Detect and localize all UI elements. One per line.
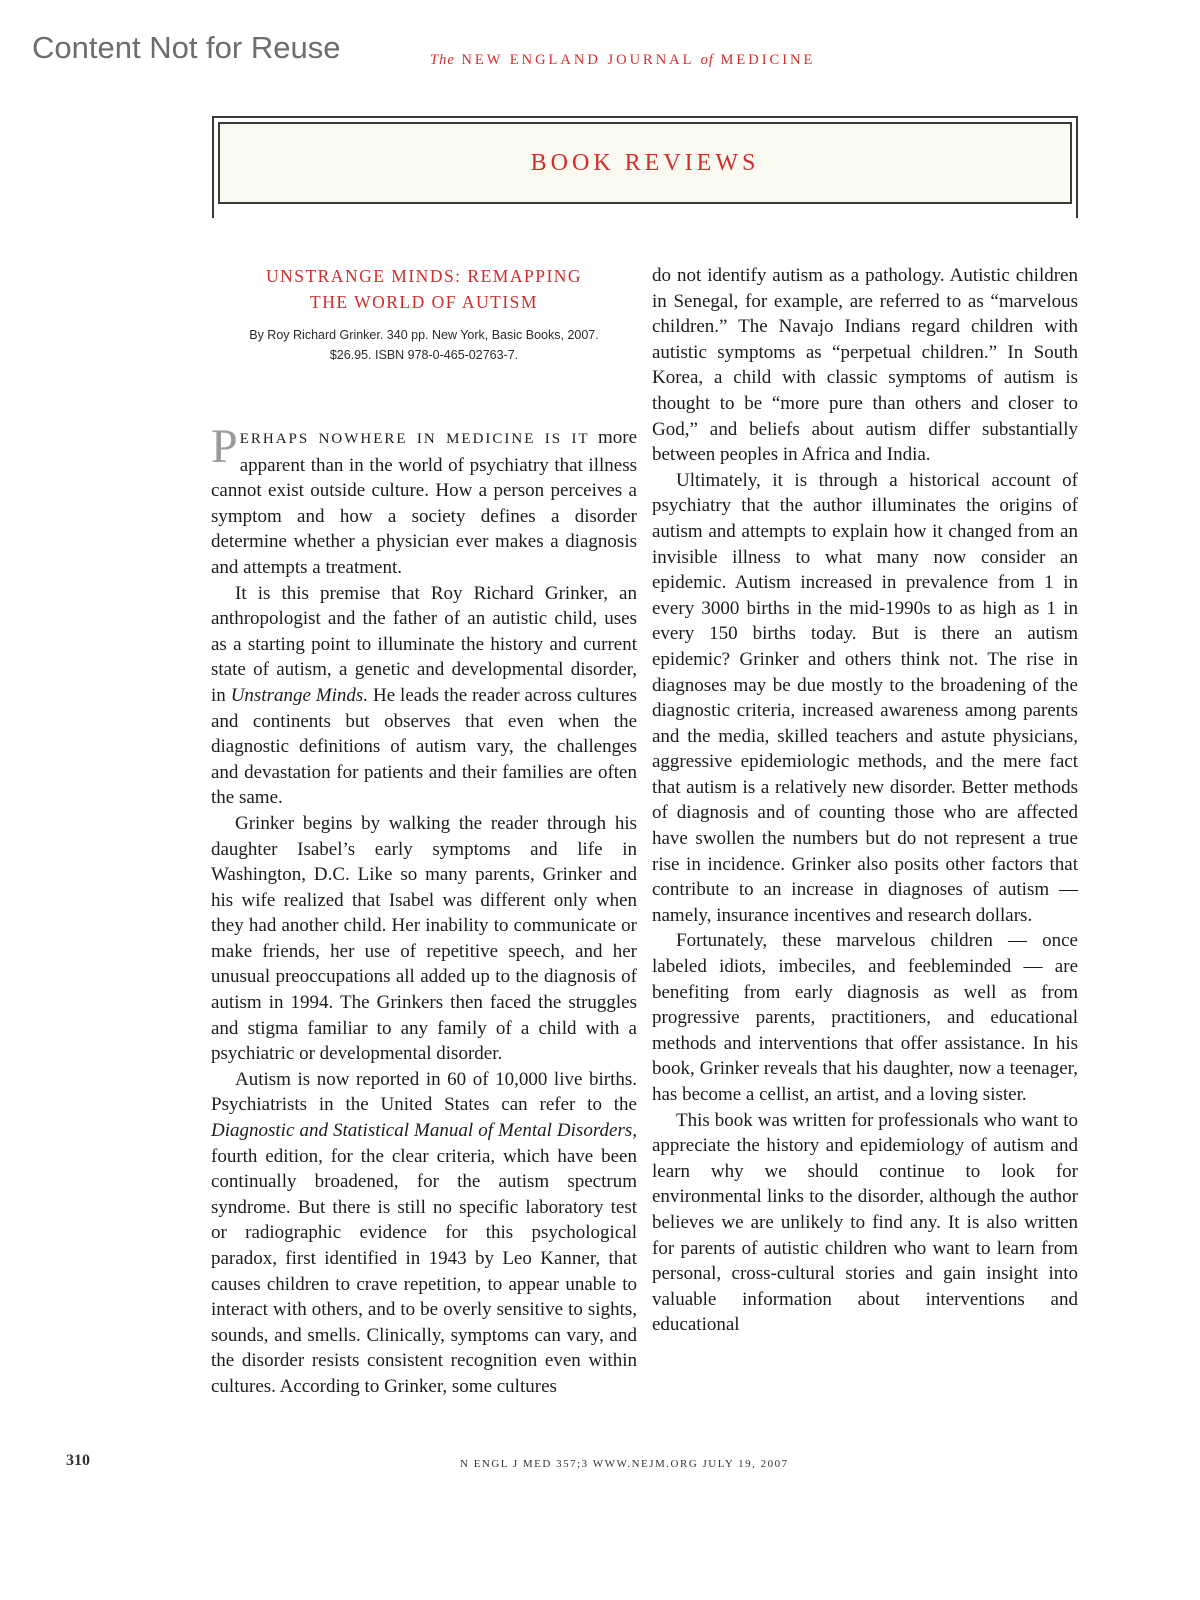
paragraph-text: He leads the reader across cultures and continents but observes that even when the diagnostic definitions of autism vary, the challenges and devastation for patients and their families are often the same. bbox=[211, 684, 637, 809]
paragraph: This book was written for professionals who want to appreciate the history and epidemiology of autism and learn why we should continue to look for environmental links to the disorder, although the author believes we are unlikely to find any. It is also written for parents of autistic children who want to learn from personal, cross-cultural stories and gain insight into valuable information about interventions and educational bbox=[652, 1109, 1078, 1336]
section-title: BOOK REVIEWS bbox=[218, 122, 1072, 204]
book-title-line-2: THE WORLD OF AUTISM bbox=[310, 292, 538, 312]
book-byline bbox=[211, 325, 637, 365]
lead-small-caps: ERHAPS NOWHERE IN MEDICINE IS IT bbox=[239, 431, 590, 447]
frame-tick-right bbox=[1076, 204, 1078, 218]
journal-the: The bbox=[430, 52, 455, 68]
manual-title-italic: Diagnostic and Statistical Manual of Mental Disorders, bbox=[211, 1120, 637, 1142]
right-column bbox=[652, 263, 1078, 1338]
paragraph: do not identify autism as a pathology. Autistic children in Senegal, for example, are referred to as “marvelous children.” The Navajo Indians regard children with autistic symptoms as “perpetual children.” In South Korea, a child with classic symptoms of autism is thought to be “more pure than others and closer to God,” and beliefs about autism differ substantially between peoples in Africa and India. bbox=[652, 265, 1078, 466]
book-title-italic: Unstrange Minds. bbox=[230, 684, 369, 706]
journal-of: of bbox=[700, 52, 714, 68]
paragraph-text: more apparent than in the world of psychiatry that illness cannot exist outside culture. How a person perceives a symptom and how a society defines a disorder determine whether a physician ever makes a diagnosis and attempts a treatment. bbox=[211, 427, 637, 578]
left-body bbox=[211, 420, 637, 1400]
drop-cap: P bbox=[211, 420, 238, 473]
paragraph-text: It is this premise that Roy Richard Grinker, an anthropologist and the father of an autistic child, uses as a starting point to illuminate the history and current state of autism, a genetic and developmental disorder, in bbox=[211, 582, 637, 706]
paragraph bbox=[211, 1067, 637, 1400]
byline-line-2: $26.95. ISBN 978-0-465-02763-7. bbox=[329, 348, 519, 362]
paragraph: Grinker begins by walking the reader through his daughter Isabel’s early symptoms and life in Washington, D.C. Like so many parents, Grinker and his wife realized that Isabel was different only when they had another child. Her inability to communicate or make friends, her use of repetitive speech, and her unusual preoccupations all added up to the diagnosis of autism in 1994. The Grinkers then faced the struggles and stigma familiar to any family of a child with a psychiatric or developmental disorder. bbox=[211, 812, 637, 1065]
byline-line-1: By Roy Richard Grinker. 340 pp. New York, Basic Books, 2007. bbox=[249, 328, 599, 342]
paragraph-text: fourth edition, for the clear criteria, which have been continually broadened, for the autism spectrum syndrome. But there is still no specific laboratory test or radiographic evidence for this psychological paradox, first identified in 1943 by Leo Kanner, that causes children to crave repetition, to appear unable to interact with others, and to be overly sensitive to sights, sounds, and smells. Clinically, symptoms can vary, and the disorder resists consistent recognition even within cultures. According to Grinker, some cultures bbox=[211, 1145, 637, 1397]
book-title-line-1: UNSTRANGE MINDS: REMAPPING bbox=[265, 266, 583, 286]
page-number: 310 bbox=[66, 1452, 90, 1469]
watermark-text: Content Not for Reuse bbox=[32, 30, 341, 65]
journal-name-part1: NEW ENGLAND JOURNAL bbox=[461, 52, 694, 68]
journal-name-part2: MEDICINE bbox=[720, 52, 816, 68]
paragraph bbox=[211, 420, 637, 581]
journal-header bbox=[430, 52, 815, 69]
paragraph: Fortunately, these marvelous children — once labeled idiots, imbeciles, and feebleminded — are benefiting from early diagnosis as well as from progressive parents, practitioners, and educational methods and interventions that offer assistance. In his book, Grinker reveals that his daughter, now a teenager, has become a cellist, an artist, and a loving sister. bbox=[652, 930, 1078, 1105]
footer-citation: N ENGL J MED 357;3 WWW.NEJM.ORG JULY 19, 2007 bbox=[460, 1458, 789, 1470]
section-banner bbox=[212, 116, 1078, 216]
frame-tick-left bbox=[212, 204, 214, 218]
paragraph-text: Autism is now reported in 60 of 10,000 live births. Psychiatrists in the United States can refer to the bbox=[211, 1068, 637, 1116]
paragraph bbox=[211, 581, 637, 811]
left-column bbox=[211, 263, 637, 1400]
paragraph: Ultimately, it is through a historical account of psychiatry that the author illuminates the origins of autism and attempts to explain how it changed from an invisible illness to what many now consider an epidemic. Autism increased in prevalence from 1 in every 3000 births in the mid-1990s to as high as 1 in every 150 births today. But is there an autism epidemic? Grinker and others think not. The rise in diagnoses may be due mostly to the broadening of the diagnostic criteria, increased awareness among parents and the media, skilled teachers and astute physicians, aggressive epidemiologic methods, and the mere fact that autism is a relatively new disorder. Better methods of diagnosis and of counting those who are affected have swollen the numbers but do not represent a true rise in incidence. Grinker also posits other factors that contribute to an increase in diagnoses of autism — namely, insurance incentives and research dollars. bbox=[652, 469, 1078, 926]
